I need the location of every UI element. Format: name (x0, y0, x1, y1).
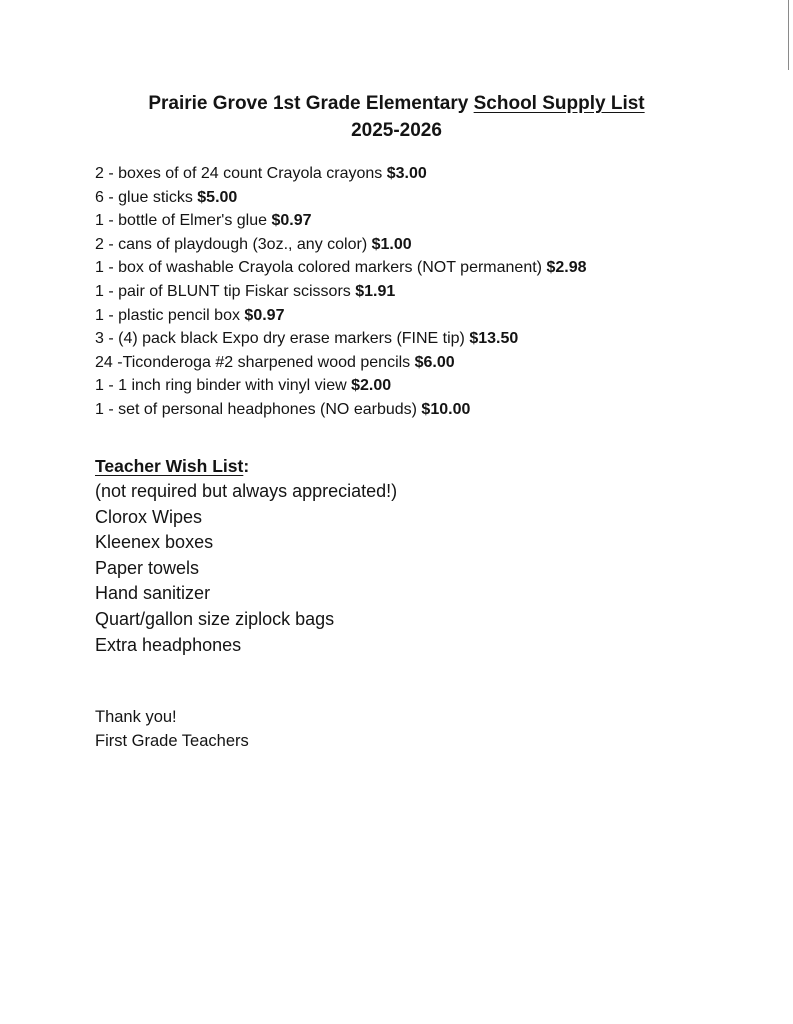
wish-list-items (95, 479, 397, 658)
wish-list-note: (not required but always appreciated!) (95, 481, 398, 501)
supply-item-price: $1.91 (355, 282, 396, 300)
supply-item-price: $2.98 (546, 259, 587, 277)
supply-item (95, 162, 587, 186)
scan-edge-line (788, 0, 789, 70)
supply-item-text: 2 - boxes of of 24 count Crayola crayons (95, 165, 383, 182)
supply-item-price: $13.50 (469, 330, 519, 348)
supply-item (95, 351, 587, 375)
supply-item (95, 233, 587, 257)
supply-item-price: $1.00 (371, 235, 412, 253)
closing (95, 705, 249, 753)
supply-item-text: 1 - box of washable Crayola colored markers (NOT permanent) (95, 259, 542, 277)
supply-item-text: 3 - (4) pack black Expo dry erase markers (FINE tip) (95, 330, 465, 348)
wish-list-item: Quart/gallon size ziplock bags (95, 608, 335, 629)
title-underlined: School Supply List (473, 93, 645, 114)
wish-list-heading-text: Teacher Wish List (95, 456, 244, 476)
wish-list-item: Paper towels (95, 557, 200, 578)
supply-item-price: $2.00 (351, 377, 392, 395)
supply-item (95, 398, 587, 422)
wish-list-heading-colon: : (243, 456, 250, 476)
supply-item (95, 280, 587, 304)
supply-item (95, 209, 587, 233)
wish-list-item: Clorox Wipes (95, 506, 203, 527)
supply-list (95, 162, 587, 422)
page-title (0, 90, 793, 117)
teacher-wish-list (95, 453, 397, 658)
wish-list-item: Extra headphones (95, 634, 242, 655)
supply-item-price: $3.00 (386, 165, 427, 182)
supply-item-price: $0.97 (271, 212, 312, 230)
wish-list-item: Hand sanitizer (95, 583, 211, 604)
supply-item-text: 2 - cans of playdough (3oz., any color) (95, 235, 368, 253)
signature-text: First Grade Teachers (95, 732, 249, 750)
supply-item-text: 1 - bottle of Elmer's glue (95, 212, 268, 230)
supply-item-text: 24 -Ticonderoga #2 sharpened wood pencils (95, 353, 411, 371)
supply-item-price: $10.00 (421, 400, 471, 418)
title-prefix: Prairie Grove 1st Grade Elementary (148, 93, 469, 114)
school-year: 2025-2026 (351, 120, 442, 141)
supply-item (95, 374, 587, 398)
supply-item-price: $6.00 (414, 353, 455, 371)
supply-item-price: $0.97 (244, 306, 285, 324)
supply-item-text: 1 - set of personal headphones (NO earbuds) (95, 400, 417, 418)
supply-item (95, 327, 587, 351)
supply-item (95, 304, 587, 328)
wish-list-item: Kleenex boxes (95, 532, 214, 553)
supply-item-price: $5.00 (197, 188, 238, 206)
supply-item-text: 6 - glue sticks (95, 188, 193, 206)
supply-item-text: 1 - 1 inch ring binder with vinyl view (95, 377, 347, 395)
document-header (0, 90, 793, 144)
supply-item (95, 256, 587, 280)
supply-item-text: 1 - pair of BLUNT tip Fiskar scissors (95, 282, 351, 300)
thank-you-text: Thank you! (95, 708, 177, 726)
supply-item-text: 1 - plastic pencil box (95, 306, 240, 324)
supply-item (95, 186, 587, 210)
wish-list-heading (95, 453, 397, 479)
